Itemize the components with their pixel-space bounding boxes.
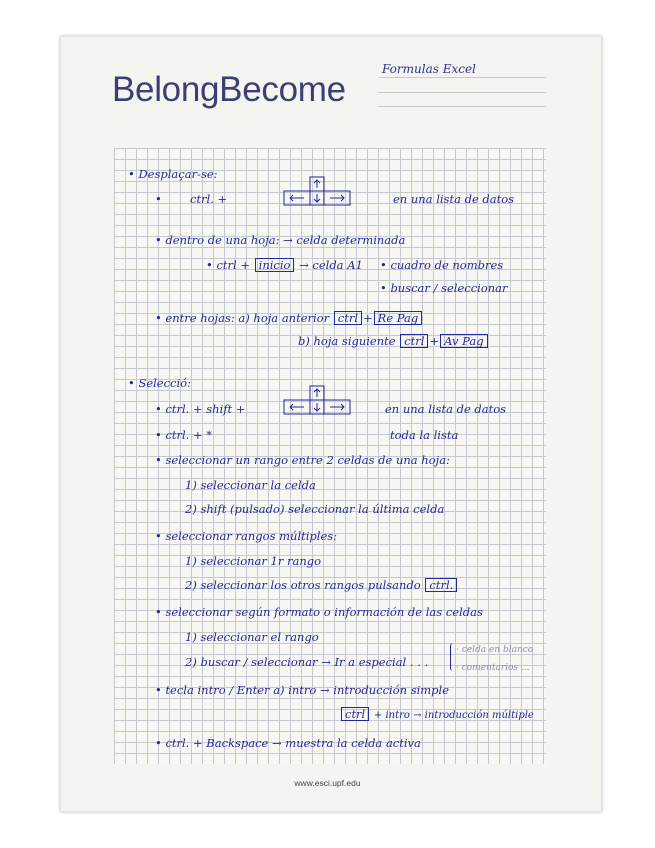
key-re-pag: Re Pag [374, 311, 423, 325]
note-text: ctrl. + [190, 192, 228, 206]
note-text: • entre hojas: a) hoja anterior [155, 311, 330, 325]
note-text: 2) seleccionar los otros rangos pulsando [185, 578, 421, 592]
note-text: · comentarios ... [456, 663, 530, 673]
brand-logo: BelongBecome [112, 70, 346, 109]
note-text: • seleccionar según formato o información de las celdas [155, 605, 483, 619]
section-title-seleccio: • Selecció: [128, 376, 191, 390]
note-text [340, 707, 534, 723]
arrow-keys-icon [282, 175, 362, 211]
note-text: 1) seleccionar el rango [185, 630, 319, 644]
key-ctrl: ctrl. [425, 578, 457, 592]
note-text: • buscar / seleccionar [380, 281, 508, 295]
note-text: • ctrl. + shift + [155, 402, 246, 416]
plus-sign: + [429, 334, 440, 348]
header-line [378, 106, 546, 107]
key-ctrl: ctrl [334, 311, 362, 325]
note-text: • dentro de una hoja: → celda determinada [155, 233, 406, 247]
note-text: • seleccionar rangos múltiples: [155, 529, 338, 543]
note-text: en una lista de datos [385, 402, 507, 416]
note-text: 2) shift (pulsado) seleccionar la última celda [185, 502, 445, 516]
note-text: • cuadro de nombres [380, 258, 504, 272]
arrow-keys-icon [282, 384, 362, 420]
note-text: • tecla intro / Enter a) intro → introducción simple [155, 683, 450, 697]
key-av-pag: Av Pag [440, 334, 487, 348]
note-text [185, 578, 458, 592]
note-text: b) hoja siguiente [298, 334, 396, 348]
note-text: + intro → introducción múltiple [373, 710, 534, 721]
note-text: • ctrl. + Backspace → muestra la celda activa [155, 736, 421, 750]
note-text: 2) buscar / seleccionar → Ir a especial . . . [185, 655, 429, 669]
plus-sign: + [363, 311, 373, 325]
header-line [378, 77, 546, 78]
footer-url: www.esci.upf.edu [294, 778, 361, 788]
key-ctrl: ctrl [400, 334, 428, 348]
key-ctrl: ctrl [341, 707, 369, 721]
note-text [298, 334, 489, 348]
note-text: • seleccionar un rango entre 2 celdas de una hoja: [155, 453, 450, 467]
note-text [206, 258, 363, 272]
header-line [378, 92, 546, 93]
page-subject: Formulas Excel [382, 62, 476, 76]
note-text: • ctrl. + * [155, 428, 213, 442]
key-inicio: inicio [255, 258, 295, 272]
note-text: toda la lista [390, 428, 459, 442]
note-text: 1) seleccionar la celda [185, 478, 316, 492]
note-text [155, 311, 423, 325]
note-text: 1) seleccionar 1r rango [185, 554, 322, 568]
note-text: • ctrl [206, 258, 237, 272]
section-title-desplazar: • Desplaçar-se: [128, 167, 218, 181]
note-text: en una lista de datos [393, 192, 515, 206]
bullet: • [155, 192, 162, 206]
note-text: · celda en blanco [456, 645, 534, 655]
plus-sign: + [240, 258, 250, 272]
note-text: → celda A1 [299, 258, 363, 272]
